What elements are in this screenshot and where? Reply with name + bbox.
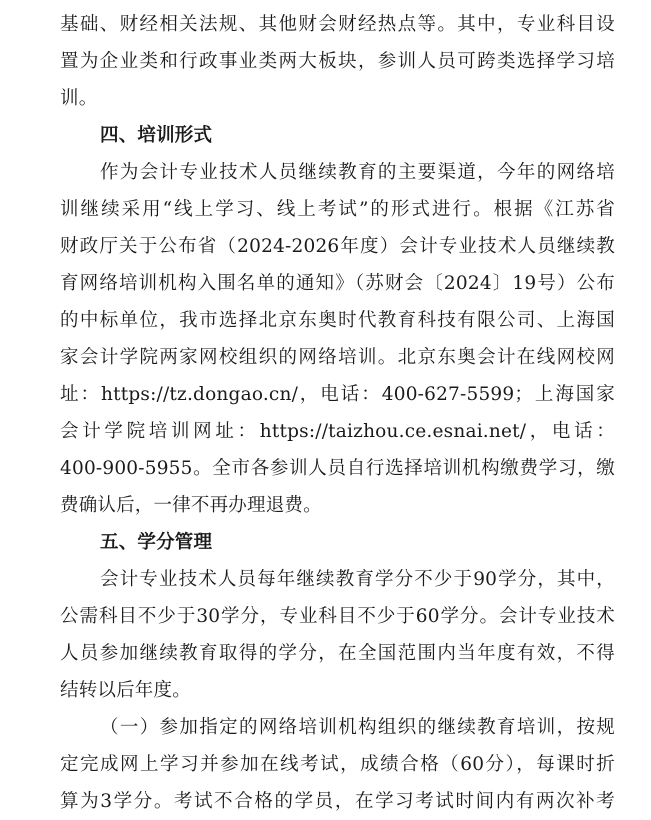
text-line: 置为企业类和行政事业类两大板块，参训人员可跨类选择学习培 [60,51,615,72]
text-line: 算为3学分。考试不合格的学员，在学习考试时间内有两次补考 [60,791,615,812]
text-line: 定完成网上学习并参加在线考试，成绩合格（60分），每课时折 [60,754,615,775]
text-line: 结转以后年度。 [60,680,191,701]
text-line: 育网络培训机构入围名单的通知》（苏财会〔2024〕19号）公布 [60,273,615,294]
section-heading: 五、学分管理 [100,532,213,553]
text-line: 费确认后，一律不再办理退费。 [60,495,322,516]
text-line: 公需科目不少于30学分，专业科目不少于60学分。会计专业技术 [60,606,615,627]
text-line: 财政厅关于公布省（2024-2026年度）会计专业技术人员继续教 [60,236,615,257]
text-line: （一）参加指定的网络培训机构组织的继续教育培训，按规 [100,717,615,738]
text-line: 训。 [60,88,98,109]
text-line: 址：https://tz.dongao.cn/，电话：400-627-5599；上海国家 [60,384,615,405]
text-line: 作为会计专业技术人员继续教育的主要渠道，今年的网络培 [100,162,615,183]
section-heading: 四、培训形式 [100,125,213,146]
text-line: 会计学院培训网址：https://taizhou.ce.esnai.net/，电话： [60,421,615,442]
text-line: 人员参加继续教育取得的学分，在全国范围内当年度有效，不得 [60,643,615,664]
text-line: 训继续采用“线上学习、线上考试”的形式进行。根据《江苏省 [60,199,615,220]
text-line: 的中标单位，我市选择北京东奥时代教育科技有限公司、上海国 [60,310,615,331]
text-line: 家会计学院两家网校组织的网络培训。北京东奥会计在线网校网 [60,347,615,368]
text-line: 基础、财经相关法规、其他财会财经热点等。其中，专业科目设 [60,14,615,35]
text-line: 400-900-5955。全市各参训人员自行选择培训机构缴费学习，缴 [60,458,615,479]
text-line: 会计专业技术人员每年继续教育学分不少于90学分，其中， [100,569,615,590]
